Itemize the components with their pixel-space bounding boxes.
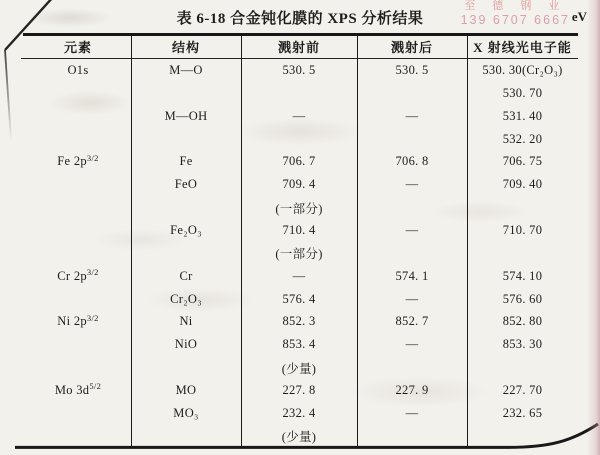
cell-energy-text: 576. 60 bbox=[502, 291, 543, 306]
cell-energy bbox=[467, 425, 578, 448]
cell-structure-text: Ni bbox=[179, 314, 193, 329]
cell-structure bbox=[131, 310, 241, 333]
cell-before-text: 530. 5 bbox=[282, 62, 316, 77]
cell-energy bbox=[467, 265, 578, 288]
cell-element: Cr 2p 3/2 bbox=[57, 267, 99, 283]
cell-energy bbox=[467, 356, 578, 379]
cell-energy-text: 853. 30 bbox=[502, 337, 543, 352]
cell-element bbox=[25, 356, 131, 379]
watermark bbox=[461, 0, 570, 27]
cell-before bbox=[241, 333, 357, 356]
cell-after-text: — bbox=[405, 177, 419, 192]
cell-energy bbox=[467, 379, 578, 402]
cell-element: Ni 2p 3/2 bbox=[57, 312, 99, 329]
cell-energy bbox=[467, 288, 578, 311]
cell-before bbox=[241, 356, 357, 379]
table-row bbox=[25, 173, 578, 196]
cell-before-text: 710. 4 bbox=[282, 222, 316, 237]
cell-element bbox=[25, 219, 131, 242]
table-row bbox=[25, 219, 578, 242]
cell-energy bbox=[467, 402, 578, 425]
cell-element: Mo 3d 5/2 bbox=[54, 381, 102, 397]
cell-structure bbox=[131, 356, 241, 379]
cell-before-text: 709. 4 bbox=[282, 177, 316, 192]
cell-structure-text: Cr bbox=[179, 268, 193, 283]
cell-before-text: 852. 3 bbox=[282, 314, 316, 329]
cell-energy-text: 232. 65 bbox=[502, 405, 543, 420]
cell-element bbox=[25, 425, 131, 448]
cell-structure-text: MO₃ bbox=[173, 405, 199, 420]
table-row bbox=[25, 59, 578, 82]
cell-before-text: (少量) bbox=[281, 430, 317, 445]
table-row bbox=[25, 105, 578, 128]
cell-after bbox=[357, 425, 467, 448]
cell-element bbox=[25, 333, 131, 356]
cell-structure bbox=[131, 128, 241, 151]
xps-results-table bbox=[25, 33, 578, 447]
cell-energy bbox=[467, 59, 578, 82]
cell-structure bbox=[131, 379, 241, 402]
table-row bbox=[25, 402, 578, 425]
table-header-row bbox=[25, 36, 578, 58]
cell-energy bbox=[467, 128, 578, 151]
cell-after-text: 852. 7 bbox=[395, 314, 429, 329]
cell-structure-text: M—OH bbox=[164, 108, 208, 123]
header-xray-energy: X 射线光电子能 bbox=[473, 40, 572, 56]
cell-energy-text: 852. 80 bbox=[502, 314, 543, 329]
cell-structure bbox=[131, 219, 241, 242]
cell-after bbox=[357, 265, 467, 288]
cell-element bbox=[25, 105, 131, 128]
cell-structure bbox=[131, 333, 241, 356]
cell-energy-text: 531. 40 bbox=[502, 108, 543, 123]
cell-structure-text: Fe bbox=[179, 154, 193, 169]
cell-after bbox=[357, 333, 467, 356]
table-row bbox=[25, 333, 578, 356]
cell-after-text: — bbox=[405, 108, 419, 123]
cell-before bbox=[241, 310, 357, 333]
cell-before bbox=[241, 82, 357, 105]
cell-structure bbox=[131, 173, 241, 196]
cell-structure-text: FeO bbox=[174, 177, 198, 192]
cell-element-text: Ni 2p bbox=[57, 314, 87, 329]
cell-after-text: — bbox=[405, 222, 419, 237]
cell-after bbox=[357, 379, 467, 402]
cell-after-text: 530. 5 bbox=[395, 62, 429, 77]
cell-structure bbox=[131, 242, 241, 265]
cell-before bbox=[241, 196, 357, 219]
cell-after bbox=[357, 59, 467, 82]
cell-element-text: O1s bbox=[67, 62, 89, 77]
cell-before-text: 232. 4 bbox=[282, 405, 316, 420]
cell-before-text: (一部分) bbox=[275, 247, 323, 262]
cell-energy-text: 710. 70 bbox=[502, 222, 543, 237]
cell-after bbox=[357, 310, 467, 333]
cell-after bbox=[357, 402, 467, 425]
cell-before bbox=[241, 173, 357, 196]
cell-after-text: — bbox=[405, 405, 419, 420]
table-row bbox=[25, 265, 578, 288]
cell-element bbox=[25, 242, 131, 265]
table-row bbox=[25, 425, 578, 448]
cell-element bbox=[25, 196, 131, 219]
watermark-company: 至 德 钢 业 bbox=[464, 0, 567, 12]
table-title: 表 6-18 合金钝化膜的 XPS 分析结果 bbox=[176, 11, 424, 27]
cell-energy-text: 227. 70 bbox=[502, 382, 543, 397]
cell-after bbox=[357, 356, 467, 379]
cell-after-text: 706. 8 bbox=[395, 154, 429, 169]
cell-structure bbox=[131, 288, 241, 311]
table-row bbox=[25, 288, 578, 311]
cell-after-text: 574. 1 bbox=[395, 268, 429, 283]
header-element: 元素 bbox=[63, 40, 92, 56]
cell-structure-text: NiO bbox=[174, 337, 198, 352]
cell-energy bbox=[467, 173, 578, 196]
cell-after bbox=[357, 105, 467, 128]
cell-before bbox=[241, 59, 357, 82]
cell-after bbox=[357, 242, 467, 265]
cell-element-text: Fe 2p bbox=[57, 154, 87, 169]
header-structure: 结构 bbox=[171, 40, 200, 56]
watermark-phone: 139 6707 6667 bbox=[460, 12, 570, 27]
cell-before bbox=[241, 242, 357, 265]
cell-structure bbox=[131, 196, 241, 219]
cell-energy-text: 532. 20 bbox=[502, 131, 543, 146]
cell-energy bbox=[467, 242, 578, 265]
cell-before-text: (一部分) bbox=[275, 201, 323, 216]
unit-label: eV bbox=[571, 9, 587, 24]
cell-structure-text: Cr₂O₃ bbox=[170, 291, 202, 306]
cell-before bbox=[241, 425, 357, 448]
cell-structure-text: MO bbox=[175, 382, 197, 397]
cell-energy bbox=[467, 219, 578, 242]
cell-structure bbox=[131, 105, 241, 128]
cell-energy-text: 709. 40 bbox=[502, 177, 543, 192]
cell-before bbox=[241, 128, 357, 151]
cell-before bbox=[241, 402, 357, 425]
cell-element-text: Mo 3d bbox=[54, 382, 90, 397]
cell-structure bbox=[131, 82, 241, 105]
table-row bbox=[25, 379, 578, 402]
cell-energy-text: 530. 30(Cr₂O₃) bbox=[482, 62, 563, 77]
cell-structure bbox=[131, 59, 241, 82]
cell-after bbox=[357, 150, 467, 173]
scan-right-edge-shadow bbox=[587, 0, 600, 455]
cell-energy bbox=[467, 82, 578, 105]
cell-before-text: 706. 7 bbox=[282, 154, 316, 169]
cell-before bbox=[241, 150, 357, 173]
cell-energy bbox=[467, 105, 578, 128]
cell-before-text: (少量) bbox=[281, 361, 317, 376]
cell-energy-text: 706. 75 bbox=[502, 154, 543, 169]
cell-element bbox=[25, 173, 131, 196]
cell-before bbox=[241, 288, 357, 311]
cell-structure bbox=[131, 265, 241, 288]
cell-element bbox=[25, 59, 131, 82]
cell-before bbox=[241, 265, 357, 288]
cell-after-text: — bbox=[405, 291, 419, 306]
header-after-sputter: 溅射后 bbox=[390, 40, 433, 56]
cell-before bbox=[241, 105, 357, 128]
cell-element: Fe 2p 3/2 bbox=[57, 152, 99, 169]
cell-after bbox=[357, 128, 467, 151]
cell-energy-text: 530. 70 bbox=[502, 85, 543, 100]
cell-before-text: 576. 4 bbox=[282, 291, 316, 306]
cell-before-text: 227. 8 bbox=[282, 382, 316, 397]
table-row bbox=[25, 356, 578, 379]
table-row bbox=[25, 150, 578, 173]
cell-structure bbox=[131, 425, 241, 448]
cell-before-text: — bbox=[292, 268, 306, 283]
cell-structure-text: Fe₂O₃ bbox=[170, 222, 202, 237]
cell-element bbox=[25, 288, 131, 311]
cell-structure-text: M—O bbox=[169, 62, 203, 77]
table-row bbox=[25, 196, 578, 219]
cell-energy-text: 574. 10 bbox=[502, 268, 543, 283]
cell-energy bbox=[467, 150, 578, 173]
cell-energy bbox=[467, 196, 578, 219]
cell-element bbox=[25, 128, 131, 151]
cell-after bbox=[357, 82, 467, 105]
cell-energy bbox=[467, 310, 578, 333]
table-row bbox=[25, 82, 578, 105]
cell-structure bbox=[131, 402, 241, 425]
cell-after bbox=[357, 219, 467, 242]
cell-after bbox=[357, 288, 467, 311]
cell-after-text: — bbox=[405, 337, 419, 352]
cell-before bbox=[241, 379, 357, 402]
cell-structure bbox=[131, 150, 241, 173]
cell-before-text: — bbox=[292, 108, 306, 123]
cell-after bbox=[357, 196, 467, 219]
page-left-edge-line bbox=[5, 50, 11, 140]
cell-element bbox=[25, 82, 131, 105]
cell-energy bbox=[467, 333, 578, 356]
table-body bbox=[25, 59, 578, 448]
table-row bbox=[25, 310, 578, 333]
cell-after bbox=[357, 173, 467, 196]
table-row bbox=[25, 242, 578, 265]
cell-element-text: Cr 2p bbox=[57, 268, 87, 283]
cell-before-text: 853. 4 bbox=[282, 337, 316, 352]
cell-element bbox=[25, 402, 131, 425]
cell-after-text: 227. 9 bbox=[395, 382, 429, 397]
cell-before bbox=[241, 219, 357, 242]
header-before-sputter: 溅射前 bbox=[277, 40, 320, 56]
table-row bbox=[25, 128, 578, 151]
